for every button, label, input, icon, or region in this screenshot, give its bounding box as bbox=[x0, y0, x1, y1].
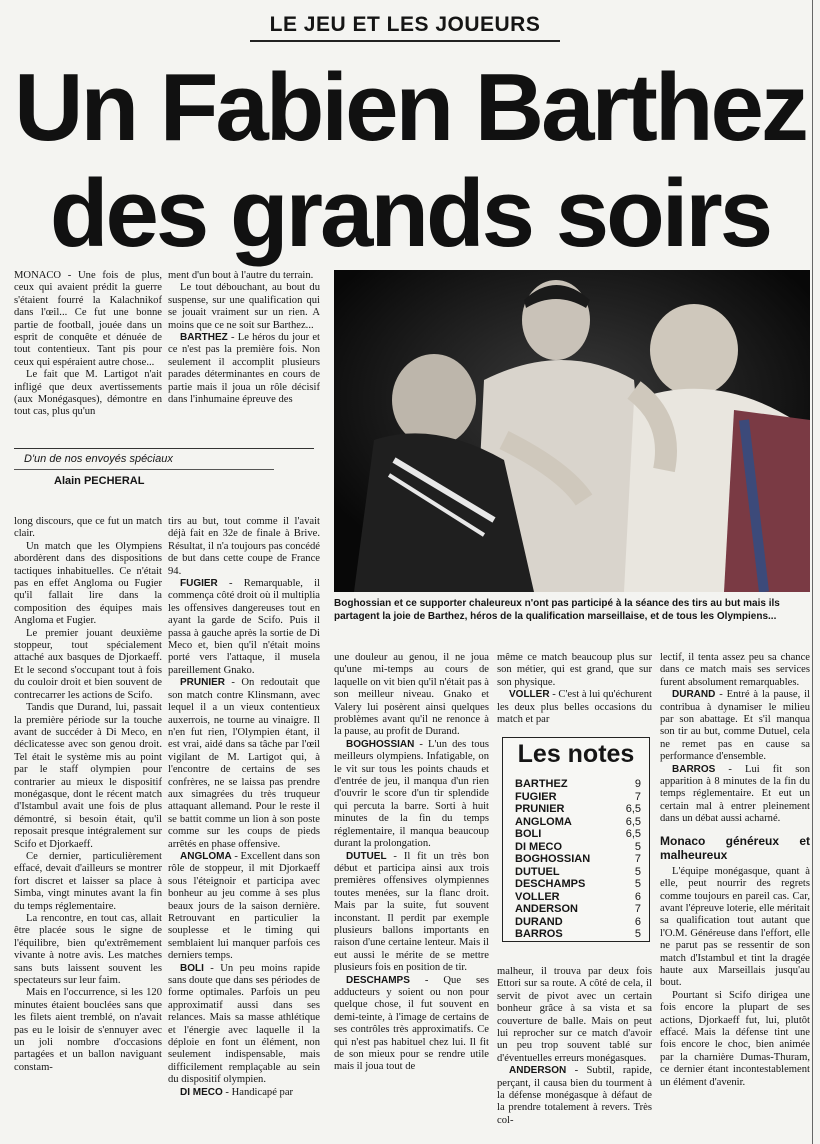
rating-player: DUTUEL bbox=[515, 865, 560, 878]
rating-row bbox=[515, 891, 641, 904]
player-text: - Il fit un très bon début et participa ainsi aux trois premières offensives olympiennes toutes menées, sur la flanc droit. Mais par la suite, fut souvent inconstant. Il perdit par exemple plusieurs ballons importants en raison d'une certaine lenteur. Mais il eut aussi le mérite de se mettre plusieurs fois en position de tir. bbox=[334, 850, 489, 974]
player-name: BARROS bbox=[672, 763, 716, 775]
rating-player: DESCHAMPS bbox=[515, 878, 586, 890]
article-col1 bbox=[14, 516, 162, 1128]
paragraph: L'équipe monégasque, quant à elle, peut nourrir des regrets comme toujours en pareil cas. Car, avant l'épreuve loterie, elle méritait sa qualification tout autant que l'O.M. Généreuse dans l'effort, elle ne parut pas se ressentir de son match d'Istambul et tint la dragée haute aux Marseillais jusqu'au bout. bbox=[660, 865, 810, 989]
player-name: ANGLOMA bbox=[180, 850, 232, 862]
article-col2 bbox=[168, 516, 320, 1128]
rating-player: BARROS bbox=[515, 928, 563, 940]
rating-row bbox=[515, 928, 641, 941]
rating-player: VOLLER bbox=[515, 890, 560, 903]
byline-author: Alain PECHERAL bbox=[54, 475, 145, 487]
subsection-title: Monaco généreux et malheureux bbox=[660, 833, 810, 862]
player-name: DI MECO bbox=[180, 1086, 223, 1098]
paragraph: malheur, il trouva par deux fois Ettori sur sa route. A côté de cela, il servit de pivot avec un certain bonheur grâce à sa vista et sa couverture de balle. Mais on peut lui reprocher sur ce match d'avoir un peu trop souvent tablé sur d'éventuelles erreurs monégasques. bbox=[497, 966, 652, 1064]
rating-player: BARTHEZ bbox=[515, 778, 568, 790]
paragraph-dutuel bbox=[334, 851, 489, 975]
player-text: - Entré à la pause, il contribua à dynamiser le milieu par son abattage. Et s'il manqua son tir au but, comme Dutuel, cela ne remet pas en cause sa performance d'ensemble. bbox=[660, 689, 810, 763]
paragraph-boghossian bbox=[334, 739, 489, 851]
player-text: - Excellent dans son rôle de stoppeur, il mit Djorkaeff sous l'éteignoir et participa avec bonheur au jeu comme à ses plus beaux jours de la saison dernière. Retrouvant en particulier la souplesse et le timing qui semblaient lui manquer parfois ces derniers temps. bbox=[168, 850, 320, 962]
paragraph: Tandis que Durand, lui, passait la première période sur la touche avant de succéder à Di Meco, en déclicatesse avec son genou droit. Tel était le système mis au point par le staff olympien pour contrarier au mieux le dispositif monégasque, dont le récent match d'Istambul avait une fois de plus démontré, si besoin était, qu'il reposait presque intégralement sur Scifo et Djorkaeff. bbox=[14, 702, 162, 850]
rating-row bbox=[515, 828, 641, 841]
paragraph-anderson bbox=[497, 1065, 652, 1127]
rating-grade: 5 bbox=[634, 840, 641, 853]
player-text: - Handicapé par bbox=[222, 1086, 294, 1098]
rating-grade: 6,5 bbox=[625, 803, 641, 815]
photo-caption: Boghossian et ce supporter chaleureux n'ont pas participé à la séance des tirs au but mais ils partagent la joie de Barthez, héros de la qualification marseillaise, et de tous les Olympiens... bbox=[334, 598, 780, 622]
headline-line-1: Un Fabien Barthez bbox=[14, 54, 806, 161]
rating-grade: 7 bbox=[634, 903, 641, 915]
rating-grade: 6 bbox=[634, 915, 641, 928]
player-text: - Le héros du jour et ce n'est pas la première fois. Non seulement il accomplit plusieurs parades déterminantes en cours de partie mais il joua un rôle décisif dans l'inhumaine épreuve des bbox=[168, 332, 320, 406]
section-rubric: LE JEU ET LES JOUEURS bbox=[250, 12, 560, 42]
player-name: BARTHEZ bbox=[180, 332, 228, 344]
celebration-photo bbox=[334, 270, 810, 592]
rating-player: PRUNIER bbox=[515, 803, 565, 815]
player-name: BOLI bbox=[180, 962, 204, 974]
paragraph: tirs au but, tout comme il l'avait déjà fait en 32e de finale à Brive. Résultat, il n'a toujours pas concédé de but dans cette coupe de France 94. bbox=[168, 516, 320, 577]
article-col1-top bbox=[14, 270, 162, 446]
player-name: DESCHAMPS bbox=[346, 974, 410, 986]
player-text: - Que ses adducteurs y soient ou non pour quelque chose, il fut souvent en demi-teinte, à l'image de certains de ses contrôles très approximatifs. Ce qui n'est pas habituel chez lui. Il fit de son mieux pour se rendre utile mais il joua tout de bbox=[334, 974, 489, 1073]
rating-grade: 6,5 bbox=[625, 828, 641, 840]
rating-row bbox=[515, 916, 641, 929]
rating-grade: 9 bbox=[634, 778, 641, 790]
rating-player: BOLI bbox=[515, 828, 542, 840]
player-name: DURAND bbox=[672, 689, 716, 701]
byline-divider bbox=[14, 469, 274, 470]
paragraph: une douleur au genou, il ne joua qu'une mi-temps au cours de laquelle on vit bien qu'il n'était pas à son meilleur niveau. Gnako et Valery lui posèrent ainsi quelques problèmes avant qu'il ne renonce à la pause, au profit de Durand. bbox=[334, 652, 489, 738]
player-text: - L'un des tous meilleurs olympiens. Infatigable, on le vit sur tous les points chauds et d'entrée de jeu, il manqua d'un rien d'ouvrir le score d'un tir splendide qui percuta la barre. Sorti à huit minutes de la fin du temps réglementaire, il manqua beaucoup durant la prolongation. bbox=[334, 738, 489, 850]
paragraph: La rencontre, en tout cas, allait être placée sous le signe de l'équilibre, bien qu'extrêmement vivante à notre avis. Les matches sans buts laissent souvent les spectateurs sur leur faim. bbox=[14, 913, 162, 987]
rating-grade: 5 bbox=[634, 928, 641, 940]
paragraph: ment d'un bout à l'autre du terrain. bbox=[168, 270, 314, 281]
byline bbox=[14, 448, 314, 491]
rating-row bbox=[515, 866, 641, 879]
player-text: - Subtil, rapide, perçant, il causa bien du tourment à la défense monégasque à défaut de la prendre totalement à revers. Très col- bbox=[497, 1065, 652, 1126]
paragraph: long discours, que ce fut un match clair. bbox=[14, 516, 162, 540]
paragraph-deschamps bbox=[334, 975, 489, 1074]
paragraph: Le tout débouchant, au bout du suspense, sur une qualification qui se jouait vraiment sur un rien. A moins que ce ne soit sur Barthez... bbox=[168, 282, 320, 331]
rating-row bbox=[515, 816, 641, 829]
page-edge-rule bbox=[812, 0, 813, 1144]
paragraph-dimeco bbox=[168, 1087, 320, 1099]
rating-player: DI MECO bbox=[515, 840, 563, 853]
ratings-box bbox=[502, 737, 650, 942]
paragraph-prunier bbox=[168, 677, 320, 851]
photo-illustration bbox=[334, 270, 810, 592]
rating-player: ANGLOMA bbox=[515, 815, 572, 828]
article-col5 bbox=[660, 652, 810, 1128]
paragraph-barros bbox=[660, 764, 810, 826]
player-text: - Lui fit son apparition à 8 minutes de la fin du temps réglementaire. Et eut un certain mal à entrer pleinement dans un débat aussi acharné. bbox=[660, 763, 810, 825]
rating-grade: 5 bbox=[634, 878, 641, 890]
paragraph: Le fait que M. Lartigot n'ait infligé que deux avertissements (aux Monégasques), démontre en tout cas, plus qu'un bbox=[14, 369, 162, 418]
paragraph: Pourtant si Scifo dirigea une fois encore la plupart de ses actions, Djorkaeff fut, lui, plutôt effacé. Mais la défense tint une fois encore le choc, bien animée par la charnière Dumas-Thuram, ce dernier étant incontestablement un élément d'avenir. bbox=[660, 989, 810, 1088]
rating-grade: 7 bbox=[634, 853, 641, 865]
player-text: - Remarquable, il commença côté droit où il multiplia les offensives dangereuses tout en ayant la garde de Scifo. Puis il passa à gauche après la sortie de Di Meco et, bien qu'il n'était moins porté vers l'attaque, il musela pareillement Gnako. bbox=[168, 578, 320, 676]
player-name: BOGHOSSIAN bbox=[346, 738, 415, 750]
lead-paragraph: MONACO - Une fois de plus, ceux qui avaient prédit la guerre s'étaient fourré la Kalachnikof dans l'œil... Ce fut une bonne partie de football, jouée dans un esprit de conquête et dénuée de tout contentieux. Tant pis pour ceux qui espéraient autre chose... bbox=[14, 270, 162, 368]
player-name: ANDERSON bbox=[509, 1065, 567, 1077]
rating-row bbox=[515, 878, 641, 891]
rating-player: BOGHOSSIAN bbox=[515, 853, 591, 865]
rating-row bbox=[515, 841, 641, 854]
rating-grade: 5 bbox=[634, 865, 641, 878]
paragraph-angloma bbox=[168, 851, 320, 963]
player-text: - Un peu moins rapide sans doute que dans ses périodes de forme optimales. Parfois un peu approximatif aussi dans ses relances. Mais sa masse athlétique et l'énergie avec laquelle il la déploie en font un élément, non seulement indispensable, mais difficilement remplaçable au sein du dispositif olympien. bbox=[168, 962, 320, 1086]
ratings-list bbox=[515, 778, 641, 941]
paragraph-barthez bbox=[168, 332, 320, 406]
paragraph: lectif, il tenta assez peu sa chance dans ce match mais ses services furent absolument remarquables. bbox=[660, 652, 810, 688]
paragraph-durand bbox=[660, 689, 810, 763]
player-name: PRUNIER bbox=[180, 677, 226, 689]
rating-grade: 6 bbox=[634, 890, 641, 903]
paragraph: Ce dernier, particulièrement effacé, devait d'ailleurs se montrer fort discret et laisser sa place à Simba, vingt minutes avant la fin du temps réglementaire. bbox=[14, 850, 162, 912]
article-col2-top bbox=[168, 270, 320, 446]
article-col4-top bbox=[497, 652, 652, 734]
rating-row bbox=[515, 853, 641, 866]
rating-grade: 6,5 bbox=[625, 815, 641, 828]
rating-row bbox=[515, 803, 641, 816]
rating-grade: 7 bbox=[634, 790, 641, 803]
rating-row bbox=[515, 791, 641, 804]
rating-row bbox=[515, 903, 641, 916]
paragraph-boli bbox=[168, 963, 320, 1087]
rating-player: ANDERSON bbox=[515, 903, 578, 915]
paragraph-fugier bbox=[168, 578, 320, 677]
headline-line-2: des grands soirs bbox=[49, 160, 771, 267]
paragraph: Un match que les Olympiens abordèrent dans des dispositions tactiques inhabituelles. Ce n'était pas en effet Angloma ou Fugier qu'il fallait lire dans la composition des équipes mais Angloma et Fugier. bbox=[14, 540, 162, 627]
player-name: VOLLER bbox=[509, 689, 550, 701]
player-text: - C'est à lui qu'échurent les deux plus belles occasions du match et par bbox=[497, 689, 652, 726]
rating-player: FUGIER bbox=[515, 790, 557, 803]
paragraph: même ce match beaucoup plus sur son métier, qui est grand, que sur son physique. bbox=[497, 652, 652, 688]
paragraph: Le premier jouant deuxième stoppeur, tout spécialement attaché aux basques de Djorkaeff. Et le second s'occupant tout à fois du couloir droit et bien souvent de contrecarrer les actions de Scifo. bbox=[14, 627, 162, 701]
paragraph: Mais en l'occurrence, si les 120 minutes étaient bouclées sans que les filets aient tremblé, on n'avait pas eu le loisir de s'ennuyer avec un joli nombre d'occasions partagées et un ballon naviguant constam- bbox=[14, 987, 162, 1073]
byline-role: D'un de nos envoyés spéciaux bbox=[24, 453, 173, 465]
ratings-title: Les notes bbox=[517, 740, 635, 768]
player-name: DUTUEL bbox=[346, 850, 387, 862]
rating-row bbox=[515, 778, 641, 791]
player-text: - On redoutait que son match contre Klinsmann, avec lequel il a un vieux contentieux auxerrois, ne tourne au vinaigre. Il n'en fut rien, l'Olympien étant, il est vrai, aidé dans sa tâche par l'œil vigilant de M. Lartigot qui, à l'encontre de certains de ses confrères, ne se laissa pas prendre aux simagrées du très truqueur attaquant allemand. Pour le reste il se battit comme un lion à son poste comme sur les coups de pieds arrêtés en phase offensive. bbox=[168, 677, 320, 850]
paragraph-voller bbox=[497, 689, 652, 726]
article-col3 bbox=[334, 652, 489, 1128]
rating-player: DURAND bbox=[515, 915, 563, 928]
article-col4-bottom bbox=[497, 966, 652, 1128]
player-name: FUGIER bbox=[180, 578, 218, 590]
